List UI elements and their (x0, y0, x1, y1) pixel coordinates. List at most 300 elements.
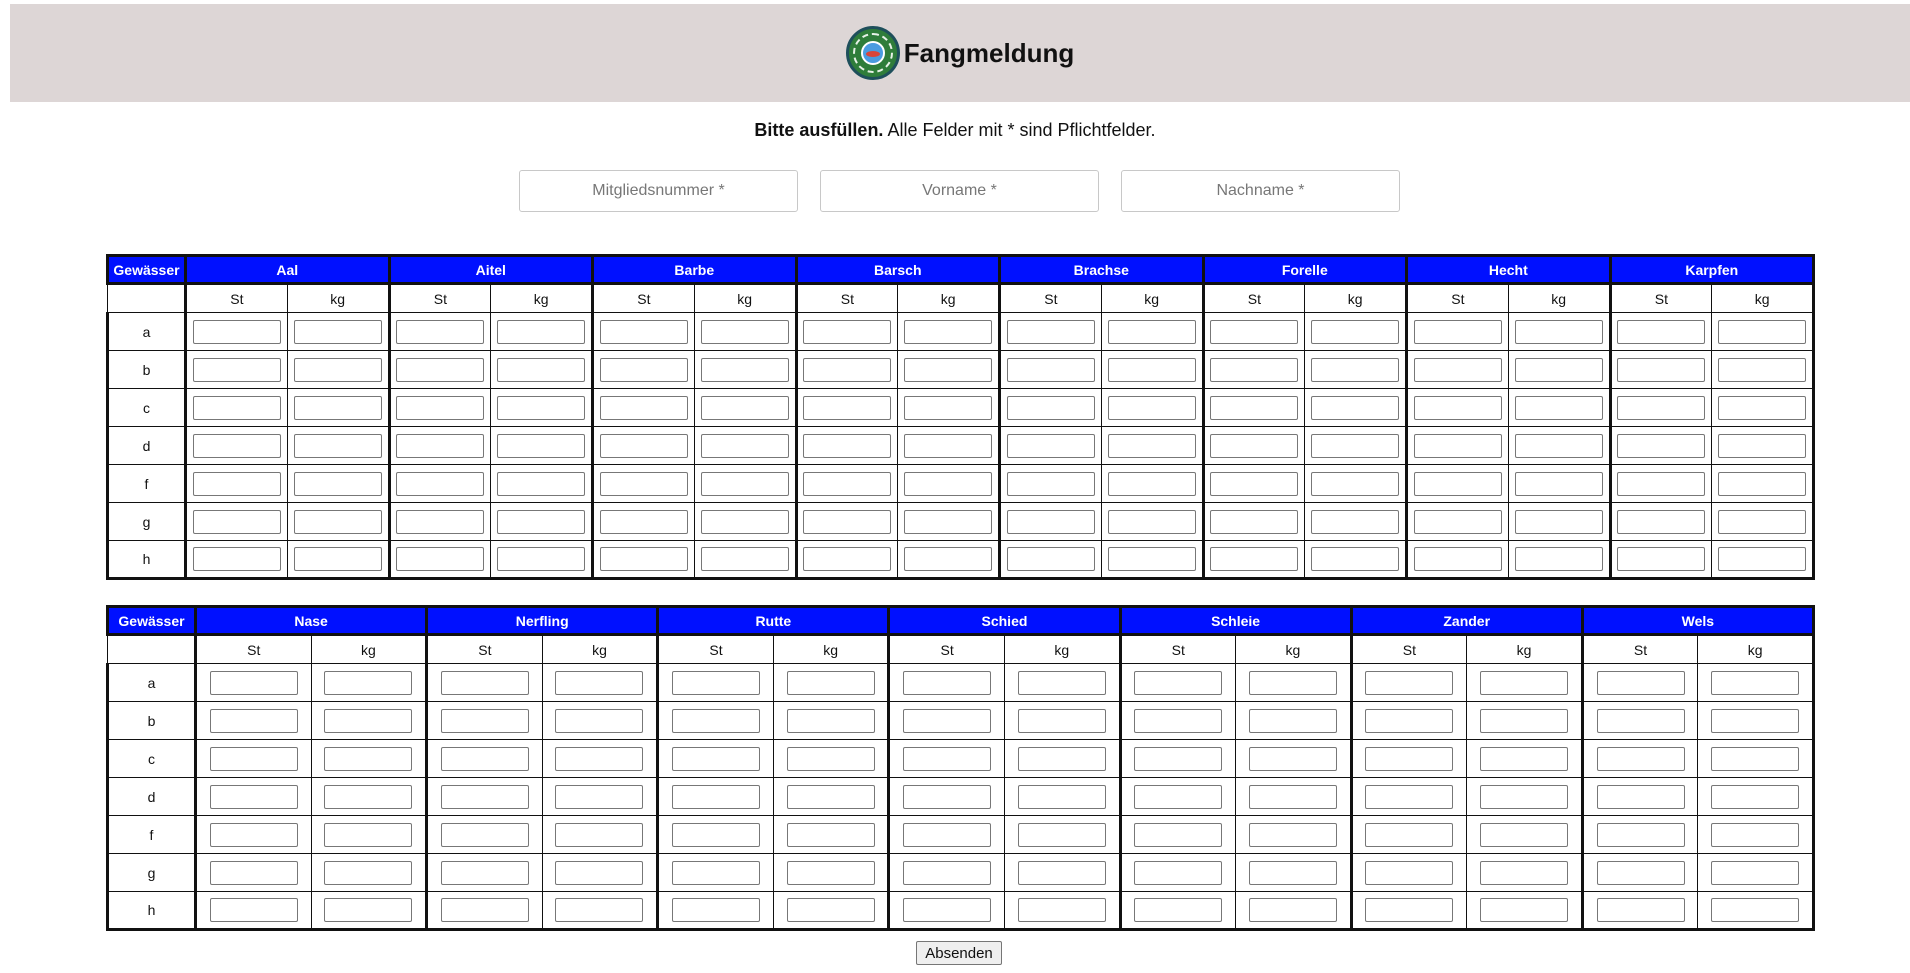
count-input[interactable] (803, 396, 891, 420)
count-input[interactable] (672, 898, 760, 922)
weight-input[interactable] (1249, 823, 1337, 847)
weight-input[interactable] (324, 898, 412, 922)
count-input[interactable] (1597, 709, 1685, 733)
weight-input[interactable] (555, 785, 643, 809)
lake-row (108, 816, 1814, 854)
count-input[interactable] (672, 709, 760, 733)
weight-input[interactable] (904, 320, 992, 344)
weight-input[interactable] (324, 747, 412, 771)
count-input[interactable] (193, 434, 281, 458)
count-input[interactable] (1210, 434, 1298, 458)
count-input[interactable] (600, 320, 688, 344)
count-input[interactable] (1597, 785, 1685, 809)
weight-cell (1305, 503, 1407, 541)
weight-input[interactable] (497, 510, 585, 534)
weight-input[interactable] (1311, 320, 1399, 344)
unit-count-header: St (427, 635, 543, 664)
count-input[interactable] (1617, 434, 1705, 458)
count-cell (1000, 427, 1102, 465)
weight-input[interactable] (787, 898, 875, 922)
count-input[interactable] (903, 785, 991, 809)
weight-cell (311, 740, 427, 778)
weight-input[interactable] (1718, 472, 1806, 496)
count-input[interactable] (1597, 861, 1685, 885)
weight-cell (311, 854, 427, 892)
weight-input[interactable] (1018, 709, 1106, 733)
weight-input[interactable] (497, 358, 585, 382)
weight-input[interactable] (1718, 358, 1806, 382)
weight-input[interactable] (555, 747, 643, 771)
count-input[interactable] (1007, 434, 1095, 458)
count-input[interactable] (1365, 709, 1453, 733)
count-cell (796, 541, 898, 579)
count-input[interactable] (396, 396, 484, 420)
weight-cell (1236, 778, 1352, 816)
count-cell (1407, 313, 1509, 351)
count-input[interactable] (803, 472, 891, 496)
weight-input[interactable] (1018, 823, 1106, 847)
count-input[interactable] (1210, 510, 1298, 534)
count-input[interactable] (210, 747, 298, 771)
count-input[interactable] (1134, 671, 1222, 695)
weight-input[interactable] (1480, 785, 1568, 809)
count-input[interactable] (600, 396, 688, 420)
weight-input[interactable] (555, 671, 643, 695)
count-input[interactable] (672, 747, 760, 771)
count-input[interactable] (1007, 510, 1095, 534)
count-input[interactable] (1414, 320, 1502, 344)
count-input[interactable] (903, 709, 991, 733)
weight-input[interactable] (1480, 861, 1568, 885)
count-input[interactable] (1007, 358, 1095, 382)
count-input[interactable] (672, 785, 760, 809)
count-cell (1120, 892, 1236, 930)
species-header: Forelle (1203, 256, 1407, 284)
count-input[interactable] (1414, 472, 1502, 496)
count-input[interactable] (210, 823, 298, 847)
count-input[interactable] (903, 823, 991, 847)
count-input[interactable] (600, 358, 688, 382)
weight-input[interactable] (555, 823, 643, 847)
count-input[interactable] (193, 358, 281, 382)
count-input[interactable] (396, 320, 484, 344)
count-input[interactable] (1210, 472, 1298, 496)
weight-input[interactable] (1515, 547, 1603, 571)
weight-input[interactable] (1108, 510, 1196, 534)
count-input[interactable] (1365, 898, 1453, 922)
weight-input[interactable] (294, 358, 382, 382)
count-cell (658, 778, 774, 816)
count-input[interactable] (193, 510, 281, 534)
count-input[interactable] (903, 747, 991, 771)
weight-input[interactable] (1515, 396, 1603, 420)
count-input[interactable] (803, 547, 891, 571)
weight-input[interactable] (1711, 823, 1799, 847)
count-cell (1610, 427, 1712, 465)
weight-input[interactable] (787, 861, 875, 885)
count-input[interactable] (1134, 785, 1222, 809)
count-input[interactable] (1007, 547, 1095, 571)
count-cell (186, 465, 288, 503)
weight-cell (311, 816, 427, 854)
weight-input[interactable] (324, 671, 412, 695)
weight-input[interactable] (1108, 547, 1196, 571)
weight-input[interactable] (294, 434, 382, 458)
weight-input[interactable] (1249, 671, 1337, 695)
weight-input[interactable] (1018, 785, 1106, 809)
weight-input[interactable] (497, 320, 585, 344)
count-input[interactable] (1365, 671, 1453, 695)
count-input[interactable] (803, 358, 891, 382)
count-cell (1407, 465, 1509, 503)
weight-cell (287, 427, 389, 465)
count-input[interactable] (1365, 747, 1453, 771)
weight-input[interactable] (1515, 358, 1603, 382)
weight-input[interactable] (1515, 510, 1603, 534)
weight-input[interactable] (1018, 747, 1106, 771)
lake-row (108, 503, 1814, 541)
count-input[interactable] (1210, 358, 1298, 382)
weight-cell (898, 503, 1000, 541)
weight-cell (773, 816, 889, 854)
weight-input[interactable] (497, 396, 585, 420)
count-input[interactable] (1134, 898, 1222, 922)
weight-input[interactable] (1108, 396, 1196, 420)
count-input[interactable] (441, 747, 529, 771)
weight-input[interactable] (1311, 547, 1399, 571)
weight-input[interactable] (787, 671, 875, 695)
weight-cell (1004, 854, 1120, 892)
weight-input[interactable] (701, 396, 789, 420)
count-input[interactable] (210, 709, 298, 733)
count-input[interactable] (1007, 320, 1095, 344)
weight-input[interactable] (324, 823, 412, 847)
count-input[interactable] (396, 510, 484, 534)
weight-input[interactable] (904, 434, 992, 458)
weight-input[interactable] (294, 320, 382, 344)
count-input[interactable] (210, 671, 298, 695)
weight-cell (1712, 351, 1814, 389)
weight-input[interactable] (497, 472, 585, 496)
count-input[interactable] (600, 547, 688, 571)
unit-weight-header: kg (1236, 635, 1352, 664)
unit-weight-header: kg (898, 284, 1000, 313)
weight-input[interactable] (1108, 320, 1196, 344)
count-cell (186, 389, 288, 427)
lake-label: f (108, 816, 196, 854)
count-input[interactable] (210, 898, 298, 922)
weight-input[interactable] (294, 547, 382, 571)
logo-fish (866, 51, 880, 57)
weight-cell (898, 465, 1000, 503)
count-input[interactable] (210, 861, 298, 885)
weight-input[interactable] (1711, 785, 1799, 809)
weight-cell (1004, 816, 1120, 854)
species-header: Brachse (1000, 256, 1204, 284)
weight-input[interactable] (1249, 785, 1337, 809)
catch-table-2 (106, 605, 1815, 931)
weight-input[interactable] (787, 747, 875, 771)
count-cell (1351, 664, 1467, 702)
weight-input[interactable] (1480, 709, 1568, 733)
count-input[interactable] (441, 823, 529, 847)
count-cell (593, 313, 695, 351)
count-cell (1120, 854, 1236, 892)
count-input[interactable] (1617, 320, 1705, 344)
count-input[interactable] (903, 861, 991, 885)
weight-input[interactable] (904, 510, 992, 534)
lake-label: g (108, 854, 196, 892)
count-input[interactable] (1210, 320, 1298, 344)
count-input[interactable] (672, 671, 760, 695)
count-cell (796, 465, 898, 503)
count-input[interactable] (1414, 510, 1502, 534)
weight-input[interactable] (555, 861, 643, 885)
weight-input[interactable] (1249, 747, 1337, 771)
weight-input[interactable] (1480, 898, 1568, 922)
count-input[interactable] (193, 547, 281, 571)
weight-input[interactable] (1711, 747, 1799, 771)
count-cell (389, 389, 491, 427)
weight-input[interactable] (701, 510, 789, 534)
count-cell (389, 541, 491, 579)
count-input[interactable] (1134, 823, 1222, 847)
count-cell (1407, 541, 1509, 579)
weight-input[interactable] (701, 434, 789, 458)
lake-label: a (108, 664, 196, 702)
count-input[interactable] (1007, 472, 1095, 496)
count-cell (1120, 778, 1236, 816)
count-input[interactable] (193, 396, 281, 420)
count-cell (796, 427, 898, 465)
weight-input[interactable] (1711, 861, 1799, 885)
weight-input[interactable] (1311, 434, 1399, 458)
unit-count-header: St (658, 635, 774, 664)
count-cell (1351, 816, 1467, 854)
weight-cell (491, 313, 593, 351)
weight-input[interactable] (1515, 320, 1603, 344)
weight-cell (1712, 503, 1814, 541)
weight-input[interactable] (1480, 747, 1568, 771)
weight-input[interactable] (904, 472, 992, 496)
count-input[interactable] (1365, 861, 1453, 885)
count-input[interactable] (396, 358, 484, 382)
count-input[interactable] (1597, 823, 1685, 847)
weight-cell (898, 313, 1000, 351)
weight-cell (542, 664, 658, 702)
count-input[interactable] (1414, 396, 1502, 420)
weight-cell (1712, 389, 1814, 427)
weight-input[interactable] (1249, 709, 1337, 733)
weight-input[interactable] (1718, 547, 1806, 571)
count-input[interactable] (1134, 747, 1222, 771)
count-input[interactable] (1617, 358, 1705, 382)
weight-cell (1305, 389, 1407, 427)
count-input[interactable] (1617, 547, 1705, 571)
weight-input[interactable] (1718, 510, 1806, 534)
unit-count-header: St (1351, 635, 1467, 664)
count-input[interactable] (441, 709, 529, 733)
weight-cell (694, 389, 796, 427)
weight-input[interactable] (497, 434, 585, 458)
weight-input[interactable] (787, 785, 875, 809)
count-input[interactable] (441, 671, 529, 695)
count-input[interactable] (600, 510, 688, 534)
unit-weight-header: kg (1004, 635, 1120, 664)
weight-input[interactable] (1249, 898, 1337, 922)
weight-cell (1712, 541, 1814, 579)
count-input[interactable] (1414, 358, 1502, 382)
weight-cell (491, 351, 593, 389)
lake-row (108, 465, 1814, 503)
lastname-input[interactable] (1121, 170, 1400, 212)
weight-input[interactable] (1480, 671, 1568, 695)
count-input[interactable] (441, 785, 529, 809)
weight-input[interactable] (1515, 472, 1603, 496)
count-cell (1610, 313, 1712, 351)
weight-input[interactable] (1711, 671, 1799, 695)
weight-input[interactable] (787, 709, 875, 733)
firstname-input[interactable] (820, 170, 1099, 212)
count-input[interactable] (1597, 671, 1685, 695)
weight-cell (1236, 702, 1352, 740)
count-input[interactable] (1597, 898, 1685, 922)
weight-cell (287, 313, 389, 351)
count-cell (1582, 854, 1698, 892)
unit-count-header: St (1000, 284, 1102, 313)
count-input[interactable] (396, 434, 484, 458)
weight-cell (694, 465, 796, 503)
count-input[interactable] (1597, 747, 1685, 771)
weight-input[interactable] (1718, 396, 1806, 420)
count-input[interactable] (1007, 396, 1095, 420)
weight-cell (898, 389, 1000, 427)
weight-input[interactable] (324, 861, 412, 885)
unit-blank-cell (108, 284, 186, 313)
weight-input[interactable] (1018, 898, 1106, 922)
weight-input[interactable] (324, 709, 412, 733)
count-cell (186, 427, 288, 465)
count-input[interactable] (193, 472, 281, 496)
member-number-input[interactable] (519, 170, 798, 212)
weight-input[interactable] (294, 510, 382, 534)
count-input[interactable] (1134, 709, 1222, 733)
count-input[interactable] (1210, 547, 1298, 571)
weight-input[interactable] (701, 320, 789, 344)
count-input[interactable] (1365, 785, 1453, 809)
count-input[interactable] (903, 671, 991, 695)
weight-cell (1508, 465, 1610, 503)
count-input[interactable] (396, 472, 484, 496)
count-input[interactable] (600, 472, 688, 496)
count-cell (196, 778, 312, 816)
weight-input[interactable] (1311, 510, 1399, 534)
weight-cell (1004, 892, 1120, 930)
weight-input[interactable] (701, 472, 789, 496)
count-input[interactable] (396, 547, 484, 571)
weight-cell (1101, 465, 1203, 503)
count-cell (1407, 427, 1509, 465)
count-input[interactable] (672, 823, 760, 847)
weight-input[interactable] (1018, 671, 1106, 695)
count-input[interactable] (441, 898, 529, 922)
weight-input[interactable] (1249, 861, 1337, 885)
weight-input[interactable] (555, 898, 643, 922)
weight-input[interactable] (294, 396, 382, 420)
count-input[interactable] (1365, 823, 1453, 847)
weight-input[interactable] (1711, 709, 1799, 733)
unit-weight-header: kg (1101, 284, 1203, 313)
weight-input[interactable] (1718, 434, 1806, 458)
weight-input[interactable] (497, 547, 585, 571)
count-input[interactable] (1134, 861, 1222, 885)
weight-cell (287, 503, 389, 541)
count-input[interactable] (803, 320, 891, 344)
weight-input[interactable] (701, 358, 789, 382)
count-cell (1582, 778, 1698, 816)
count-cell (889, 740, 1005, 778)
weight-input[interactable] (1515, 434, 1603, 458)
weight-input[interactable] (294, 472, 382, 496)
weight-input[interactable] (1018, 861, 1106, 885)
weight-input[interactable] (787, 823, 875, 847)
lake-row (108, 664, 1814, 702)
weight-input[interactable] (1480, 823, 1568, 847)
lake-row (108, 351, 1814, 389)
submit-button[interactable]: Absenden (916, 941, 1002, 965)
count-input[interactable] (803, 434, 891, 458)
count-input[interactable] (193, 320, 281, 344)
lake-label: d (108, 778, 196, 816)
weight-cell (1712, 427, 1814, 465)
weight-input[interactable] (1108, 358, 1196, 382)
count-input[interactable] (672, 861, 760, 885)
weight-input[interactable] (1711, 898, 1799, 922)
weight-input[interactable] (1311, 396, 1399, 420)
weight-input[interactable] (1311, 472, 1399, 496)
count-input[interactable] (1414, 434, 1502, 458)
weight-input[interactable] (1108, 472, 1196, 496)
count-input[interactable] (210, 785, 298, 809)
weight-input[interactable] (324, 785, 412, 809)
lake-row (108, 854, 1814, 892)
weight-input[interactable] (1311, 358, 1399, 382)
weight-cell (1467, 664, 1583, 702)
weight-input[interactable] (701, 547, 789, 571)
count-input[interactable] (600, 434, 688, 458)
count-input[interactable] (1414, 547, 1502, 571)
weight-cell (311, 664, 427, 702)
weight-input[interactable] (904, 358, 992, 382)
weight-input[interactable] (555, 709, 643, 733)
count-input[interactable] (1617, 472, 1705, 496)
count-cell (427, 854, 543, 892)
count-input[interactable] (903, 898, 991, 922)
count-input[interactable] (1210, 396, 1298, 420)
count-input[interactable] (441, 861, 529, 885)
unit-count-header: St (889, 635, 1005, 664)
weight-input[interactable] (1718, 320, 1806, 344)
count-cell (389, 503, 491, 541)
weight-input[interactable] (1108, 434, 1196, 458)
weight-input[interactable] (904, 547, 992, 571)
weight-input[interactable] (904, 396, 992, 420)
count-input[interactable] (1617, 510, 1705, 534)
weight-cell (694, 541, 796, 579)
weight-cell (1236, 740, 1352, 778)
count-input[interactable] (803, 510, 891, 534)
count-input[interactable] (1617, 396, 1705, 420)
